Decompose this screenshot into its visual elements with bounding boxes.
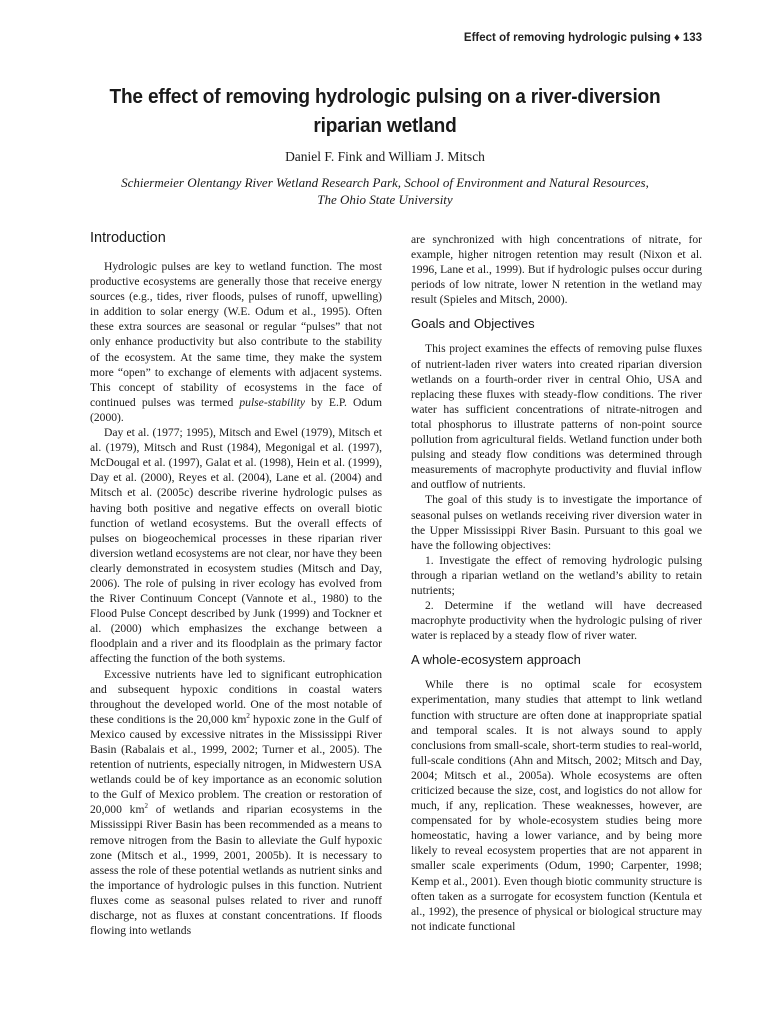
diamond-separator-icon: ♦ [673, 32, 680, 44]
affiliation-line-2: The Ohio State University [317, 192, 453, 207]
page-number: 133 [682, 32, 702, 44]
goals-heading: Goals and Objectives [411, 316, 535, 332]
intro-paragraph-3 [90, 667, 382, 939]
objective-1: 1. Investigate the effect of removing hydrologic pulsing through a riparian wetland on the wetland’s ability to retain nutrients; [411, 553, 702, 597]
intro-p3-part-3: of wetlands and riparian ecosystems in the Mississippi River Basin has been recommended as a means to remove nitrogen from the Basin to alleviate the Gulf hypoxic zone (Mitsch et al., 1999, 2001, 2005b). It is necessary to assess the role of these potential wetlands as nutrient sinks and the importance of hydrologic pulses in this function. Nutrient fluxes come as seasonal pulses related to river and runoff discharge, not as fluxes at constant concentrations. If floods flowing into wetlands [90, 803, 382, 938]
intro-p3-part-1: Excessive nutrients have led to significant eutrophication and subsequent hypoxic conditions in coastal waters throughout the developed world. One of the most notable of these conditions is the 20,000 km [90, 667, 382, 726]
intro-p1-text: Hydrologic pulses are key to wetland function. The most productive ecosystems are generally those that receive energy sources (e.g., tides, river floods, pulses of runoff, upwelling) in addition to solar energy (W.E. Odum et al., 1995). Often these extra sources are seasonal or regular “pulses” that not only enhance productivity but also contribute to the stability of the ecosystem. At the same time, they make the system more “open” to exchange of elements with adjacent systems. This concept of stability of ecosystems in the face of continued pulses was termed [90, 260, 382, 409]
approach-heading: A whole-ecosystem approach [411, 652, 581, 668]
right-column [411, 232, 702, 934]
superscript-2: 2 [246, 711, 250, 720]
introduction-heading: Introduction [90, 230, 166, 246]
left-column [90, 229, 382, 938]
pulse-stability-term: pulse-stability [239, 395, 306, 409]
article-title: The effect of removing hydrologic pulsing on a river-diversion riparian wetland [109, 85, 661, 137]
affiliation-line-1: Schiermeier Olentangy River Wetland Research Park, School of Environment and Natural Resources, [121, 175, 649, 190]
intro-p3-part-2: hypoxic zone in the Gulf of Mexico caused by excessive nitrates in the Mississippi River Basin (Rabalais et al., 1999, 2002; Turner et al., 2005). The retention of nutrients, especially nitrogen, in Midwestern USA wetlands could be of key importance as an economic solution to the Gulf of Mexico problem. The creation or restoration of 20,000 km [90, 712, 383, 817]
intro-paragraph-1 [90, 259, 382, 425]
objective-2: 2. Determine if the wetland will have decreased macrophyte productivity when the hydrologic pulsing of river water is replaced by a steady flow of river water. [411, 599, 702, 643]
running-title: Effect of removing hydrologic pulsing [463, 32, 671, 44]
running-head [464, 32, 702, 44]
intro-paragraph-2: Day et al. (1977; 1995), Mitsch and Ewel (1979), Mitsch et al. (1979), Mitsch and Rust (1984), Megonigal et al. (1997), McDougal et al. (1997), Galat et al. (1998), Hein et al. (1999), Day et al. (2000), Reyes et al. (2004), Lane et al. (2004) and Mitsch et al. (2005c) describe riverine hydrologic pulses as having both positive and negative effects on overall biotic function of wetland ecosystems. But the overall effects of pulses on biogeochemical processes in these riparian river diversion wetland ecosystems are not clear, nor have they been clearly demonstrated in ecosystem studies (Mitsch and Day, 2006). The role of pulsing in river ecology has evolved from the River Continuum Concept (Vannote et al., 1980) to the Flood Pulse Concept described by Junk (1999) and Tockner et al. (2000) which emphasizes the exchange between a floodplain and a river and its floodplain as the primary factor affecting the function of the both systems. [90, 426, 382, 666]
article-authors: Daniel F. Fink and William J. Mitsch [285, 149, 485, 164]
article-affiliation [85, 174, 685, 208]
intro-paragraph-3-continued: are synchronized with high concentrations of nitrate, for example, higher nitrogen retention may result (Nixon et al. 1996, Lane et al., 1999). But if hydrologic pulses occur during periods of low nitrate, lower N retention in the wetland may result (Spieles and Mitsch, 2000). [411, 233, 702, 307]
intro-p1-end: by E.P. Odum (2000). [90, 395, 382, 424]
goals-paragraph-2: The goal of this study is to investigate the importance of seasonal pulses on wetlands receiving river diversion water in the Upper Mississippi River Basin. Pursuant to this goal we have the following objectives: [411, 493, 702, 552]
superscript-2b: 2 [144, 802, 148, 811]
goals-paragraph-1: This project examines the effects of removing pulse fluxes of nutrient-laden river waters into created riparian diversion wetlands on a fourth-order river in central Ohio, USA and replacing these fluxes with steady-flow conditions. The river water has sufficient concentrations of nitrate-nitrogen and total phosphorus to illustrate patterns of non-point source pollution from agricultural fields. Wetland function under both pulsing and steady flow conditions was determined through measurements of macrophyte productivity and fluvial inflow and outflow of nutrients. [411, 342, 702, 492]
approach-paragraph-1: While there is no optimal scale for ecosystem experimentation, many studies that attempt to link wetland function with structure are often done at inappropriate spatial and temporal scales. It is not always sound to apply conclusions from small-scale, short-term studies to real-world, full-scale conditions (Ahn and Mitsch, 2002; Mitsch and Day, 2004; Mitsch et al., 2005a). Whole ecosystems are often criticized because the size, cost, and logistics do not allow for much, if any, replication. These weaknesses, however, are compensated for by whole-ecosystem studies being more homeostatic, having a lower variance, and by being more likely to reveal ecosystem properties that are not apparent in smaller scale experiments (Odum, 1990; Carpenter, 1998; Kemp et al., 2001). Even though biotic community structure is often taken as a surrogate for ecosystem function (Kentula et al., 1992), the presence of physical or biological structure may not indicate functional [411, 678, 702, 933]
